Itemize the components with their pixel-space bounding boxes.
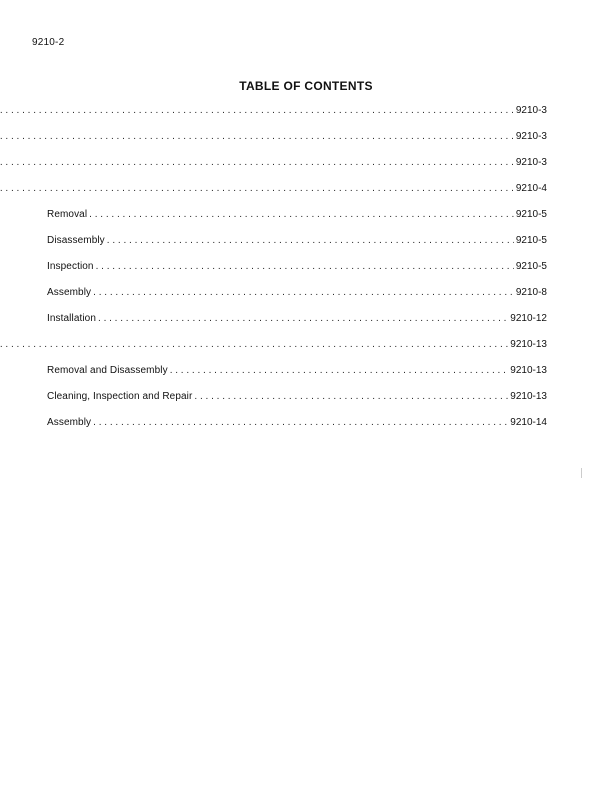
toc-entry-page: 9210-12 [510, 313, 547, 324]
toc-entry-label: Assembly [47, 287, 92, 298]
toc-dot-leader [0, 156, 514, 170]
toc-entry[interactable] [47, 286, 547, 300]
page-title: TABLE OF CONTENTS [239, 79, 373, 93]
toc-entry-page: 9210-5 [515, 235, 547, 246]
toc-dot-leader [194, 390, 508, 404]
toc-entry-page: 9210-4 [515, 183, 547, 194]
toc-entry[interactable] [47, 260, 547, 274]
toc-dot-leader [89, 208, 514, 222]
toc-dot-leader [98, 312, 508, 326]
toc-entry-label: Cleaning, Inspection and Repair [47, 391, 193, 402]
toc-entry-label: Assembly [47, 417, 92, 428]
toc-entry-page: 9210-14 [510, 417, 547, 428]
toc-entry[interactable] [47, 234, 547, 248]
toc-entry[interactable] [47, 208, 547, 222]
toc-entry[interactable] [47, 312, 547, 326]
toc-entry[interactable] [0, 104, 547, 118]
toc-dot-leader [0, 130, 514, 144]
toc-entry[interactable] [47, 416, 547, 430]
toc-entry-label: Installation [47, 313, 97, 324]
toc-entry-page: 9210-13 [510, 391, 547, 402]
toc-entry[interactable] [0, 182, 547, 196]
toc-dot-leader [93, 286, 514, 300]
toc-entry-page: 9210-13 [510, 339, 547, 350]
page-number: 9210-2 [32, 37, 65, 48]
toc-entry-label: Inspection [47, 261, 94, 272]
scan-edge-mark [581, 468, 582, 478]
toc-entry-page: 9210-8 [515, 287, 547, 298]
toc-entry[interactable] [0, 338, 547, 352]
toc-entry-page: 9210-13 [510, 365, 547, 376]
toc-dot-leader [0, 104, 514, 118]
toc-dot-leader [96, 260, 514, 274]
toc-dot-leader [0, 182, 514, 196]
toc-entry[interactable] [47, 364, 547, 378]
toc-entry-page: 9210-3 [515, 105, 547, 116]
toc-entry[interactable] [47, 390, 547, 404]
toc-entry-page: 9210-3 [515, 131, 547, 142]
toc-dot-leader [107, 234, 514, 248]
toc-entry-label: Removal and Disassembly [47, 365, 168, 376]
toc-dot-leader [93, 416, 508, 430]
toc-entry-page: 9210-5 [515, 261, 547, 272]
toc-entry-page: 9210-5 [515, 209, 547, 220]
toc-entry[interactable] [0, 130, 547, 144]
toc-entry[interactable] [0, 156, 547, 170]
toc-dot-leader [0, 338, 508, 352]
toc-entry-label: Disassembly [47, 235, 105, 246]
toc-entry-page: 9210-3 [515, 157, 547, 168]
toc-entry-label: Removal [47, 209, 88, 220]
toc-dot-leader [170, 364, 509, 378]
